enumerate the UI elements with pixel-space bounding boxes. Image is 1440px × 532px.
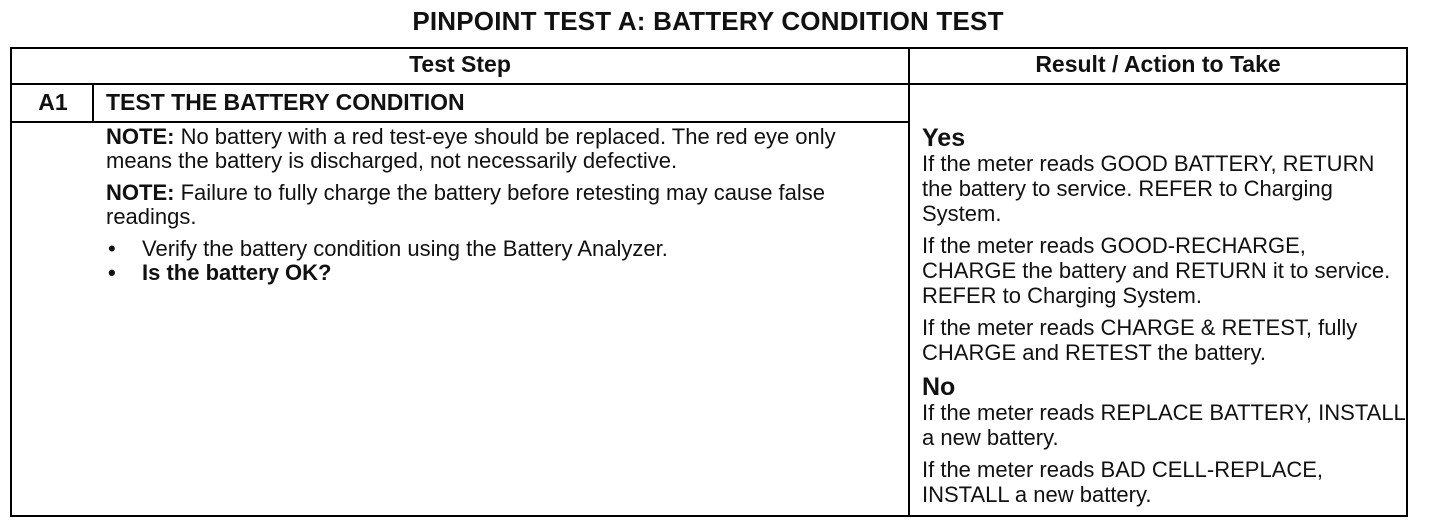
no-result: If the meter reads REPLACE BATTERY, INSTALL a new battery. <box>922 400 1405 450</box>
yes-result: If the meter reads CHARGE & RETEST, fully CHARGE and RETEST the battery. <box>922 315 1358 365</box>
step-title: TEST THE BATTERY CONDITION <box>106 89 465 115</box>
no-result: If the meter reads BAD CELL-REPLACE, INSTALL a new battery. <box>922 457 1324 507</box>
bullet-item <box>106 261 896 285</box>
step-row-divider <box>12 121 908 123</box>
pinpoint-test-table <box>10 47 1408 517</box>
result-action-body <box>922 125 1406 514</box>
bullet-icon: • <box>108 260 116 285</box>
bullet-icon: • <box>108 236 116 261</box>
test-step-body <box>106 125 896 285</box>
header-test-step: Test Step <box>409 51 511 77</box>
no-label: No <box>922 373 956 401</box>
note-text: No battery with a red test-eye should be replaced. The red eye only means the battery is discharged, not necessarily defective. <box>106 124 836 173</box>
column-divider <box>908 49 910 515</box>
yes-result: If the meter reads GOOD-RECHARGE, CHARGE the battery and RETURN it to service. REFER to Charging System. <box>922 233 1391 308</box>
bullet-text: Verify the battery condition using the Battery Analyzer. <box>142 236 668 261</box>
note-text: Failure to fully charge the battery before retesting may cause false readings. <box>106 180 826 229</box>
yes-result: If the meter reads GOOD BATTERY, RETURN the battery to service. REFER to Charging System. <box>922 151 1375 226</box>
bullet-text: Is the battery OK? <box>142 260 332 285</box>
page-title: PINPOINT TEST A: BATTERY CONDITION TEST <box>412 6 1004 36</box>
bullet-item <box>106 237 896 261</box>
note-1 <box>106 125 896 173</box>
step-id: A1 <box>38 89 68 115</box>
header-result-action: Result / Action to Take <box>1035 51 1281 77</box>
note-2 <box>106 181 896 229</box>
header-divider <box>12 83 1406 85</box>
yes-label: Yes <box>922 124 966 152</box>
note-label: NOTE: <box>106 124 175 149</box>
note-label: NOTE: <box>106 180 175 205</box>
